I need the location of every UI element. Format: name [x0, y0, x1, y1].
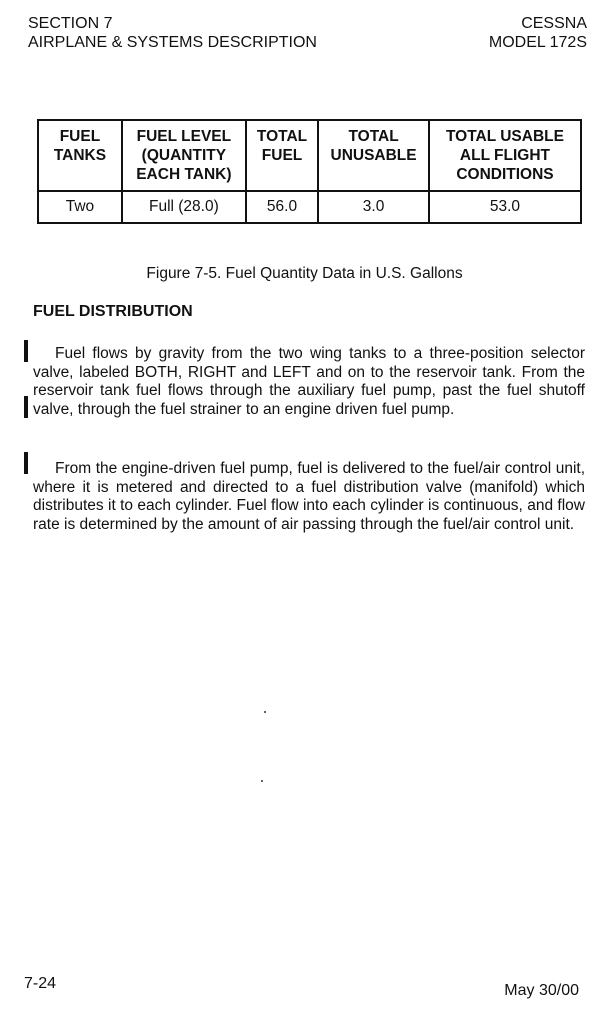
col-header-fuel-level: FUEL LEVEL (QUANTITY EACH TANK) — [122, 120, 246, 191]
header-left — [28, 14, 317, 52]
cell-fuel-level: Full (28.0) — [122, 191, 246, 223]
col-header-total-usable: TOTAL USABLE ALL FLIGHT CONDITIONS — [429, 120, 581, 191]
cell-total-fuel: 56.0 — [246, 191, 318, 223]
fuel-quantity-table — [37, 119, 582, 224]
col-header-total-fuel: TOTAL FUEL — [246, 120, 318, 191]
table-row — [38, 191, 581, 223]
change-bar — [24, 452, 28, 474]
cell-total-unusable: 3.0 — [318, 191, 429, 223]
scan-speck — [264, 711, 266, 713]
cell-total-usable: 53.0 — [429, 191, 581, 223]
paragraph-fuel-delivery: From the engine-driven fuel pump, fuel is delivered to the fuel/air control unit, where it is metered and directed to a fuel distribution valve (manifold) which distributes it to each cylinder. Fuel flow into each cylinder is continuous, and flow rate is determined by the amount of air passing through the fuel/air control unit. — [33, 460, 585, 533]
cell-fuel-tanks: Two — [38, 191, 122, 223]
col-header-fuel-tanks: FUEL TANKS — [38, 120, 122, 191]
header-right — [489, 14, 587, 52]
scan-speck — [261, 780, 263, 782]
col-header-total-unusable: TOTAL UNUSABLE — [318, 120, 429, 191]
change-bar — [24, 396, 28, 418]
change-bar — [24, 340, 28, 362]
section-title: AIRPLANE & SYSTEMS DESCRIPTION — [28, 34, 317, 51]
figure-caption: Figure 7-5. Fuel Quantity Data in U.S. Gallons — [146, 265, 463, 282]
section-heading: FUEL DISTRIBUTION — [33, 303, 193, 320]
revision-date: May 30/00 — [504, 982, 579, 999]
paragraph-fuel-flow: Fuel flows by gravity from the two wing tanks to a three-position selector valve, labeled BOTH, RIGHT and LEFT and on to the reservoir tank. From the reservoir tank fuel flows through the auxiliary fuel pump, past the fuel shutoff valve, through the fuel strainer to an engine driven fuel pump. — [33, 345, 585, 418]
model-label: MODEL 172S — [488, 34, 587, 51]
table-header-row — [38, 120, 581, 191]
section-label: SECTION 7 — [28, 15, 113, 32]
page-number: 7-24 — [24, 975, 57, 992]
manufacturer-label: CESSNA — [521, 15, 587, 32]
